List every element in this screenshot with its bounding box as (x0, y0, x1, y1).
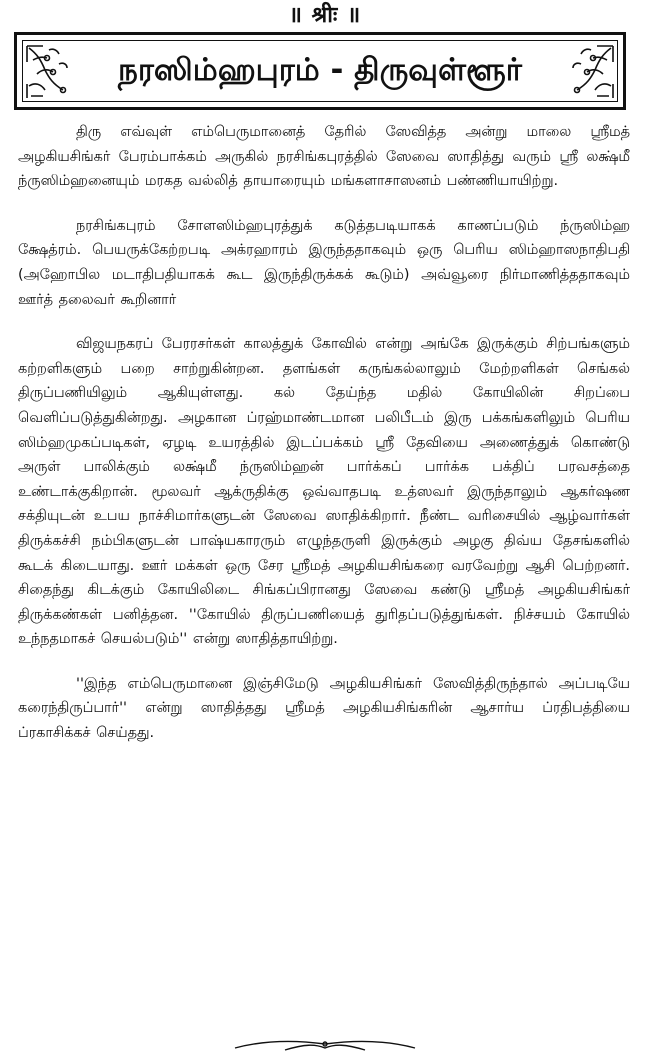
floral-corner-ornament-icon (23, 40, 73, 102)
footer-ornament-icon (225, 1038, 425, 1052)
page-title: நரஸிம்ஹபுரம் - திருவுள்ளூர் (118, 52, 522, 88)
paragraph: ''இந்த எம்பெருமானை இஞ்சிமேடு அழகியசிங்கர் ஸேவித்திருந்தால் அப்படியே கரைந்திருப்பார்'' என்று ஸாதித்தது ஸ்ரீமத் அழகியசிங்கரின் ஆசார்ய ப்ரதிபத்தியை ப்ரகாசிக்கச் செய்தது. (18, 675, 630, 742)
floral-corner-ornament-icon (567, 40, 617, 102)
paragraph: விஜயநகரப் பேரரசர்கள் காலத்துக் கோவில் என்று அங்கே இருக்கும் சிற்பங்களும் கற்றளிகளும் பறை சாற்றுகின்றன. தளங்கள் கருங்கல்லாலும் மேற்றளிகள் செங்கல் திருப்பணியிலும் ஆகியுள்ளது. கல் தேய்ந்த மதில் கோயிலின் சிறப்பை வெளிப்படுத்துகின்றது. அழகான ப்ரஹ்மாண்டமான பலிபீடம் இரு பக்கங்களிலும் பெரிய ஸிம்ஹமுகப்படிகள், ஏழடி உயரத்தில் இடப்பக்கம் ஸ்ரீ தேவியை அணைத்துக் கொண்டு அருள் பாலிக்கும் லக்ஷ்மீ ந்ருஸிம்ஹன் பார்க்கப் பார்க்க பக்திப் பரவசத்தை உண்டாக்குகிறான். மூலவர் ஆக்ருதிக்கு ஒவ்வாதபடி உத்ஸவர் இருந்தாலும் ஆகர்ஷண சக்தியுடன் உபய நாச்சிமார்களுடன் ஸேவை ஸாதிக்கிறார். நீண்ட வரிசையில் ஆழ்வார்கள் திருக்கச்சி நம்பிகளுடன் பாஷ்யகாரரும் எழுந்தருளி இருக்கும் அழகு திவ்ய தேசங்களில் கூடக் கிடையாது. ஊர் மக்கள் ஒரு சேர ஸ்ரீமத் அழகியசிங்கரை வரவேற்று ஆசி பெற்றனர். சிதைந்து கிடக்கும் கோயிலிடை சிங்கப்பிரானது ஸேவை கண்டு ஸ்ரீமத் அழகியசிங்கர் திருக்கண்கள் பனித்தன. ''கோயில் திருப்பணியைத் துரிதப்படுத்துங்கள். நிச்சயம் கோயில் உந்நதமாகச் செயல்படும்'' என்று ஸாதித்தாயிற்று. (18, 336, 630, 648)
paragraph: நரசிங்கபுரம் சோளஸிம்ஹபுரத்துக் கடுத்தபடியாகக் காணப்படும் ந்ருஸிம்ஹ க்ஷேத்ரம். பெயருக்கேற்றபடி அக்ரஹாரம் இருந்ததாகவும் ஒரு பெரிய ஸிம்ஹாஸநாதிபதி (அஹோபில மடாதிபதியாகக் கூட இருந்திருக்கக் கூடும்) அவ்வூரை நிர்மாணித்ததாகவும் ஊர்த் தலைவர் கூறினார் (18, 217, 630, 308)
invocation-heading: ॥ श्रीः ॥ (288, 2, 362, 28)
title-frame (14, 32, 626, 110)
paragraph: திரு எவ்வுள் எம்பெருமானைத் தேரில் ஸேவித்த அன்று மாலை ஸ்ரீமத் அழகியசிங்கர் பேரம்பாக்கம் அருகில் நரசிங்கபுரத்தில் ஸேவை ஸாதித்து வரும் ஸ்ரீ லக்ஷ்மீ ந்ருஸிம்ஹனையும் மரகத வல்லித் தாயாரையும் மங்களாசாஸனம் பண்ணியாயிற்று. (18, 124, 630, 190)
article-body (18, 120, 630, 746)
